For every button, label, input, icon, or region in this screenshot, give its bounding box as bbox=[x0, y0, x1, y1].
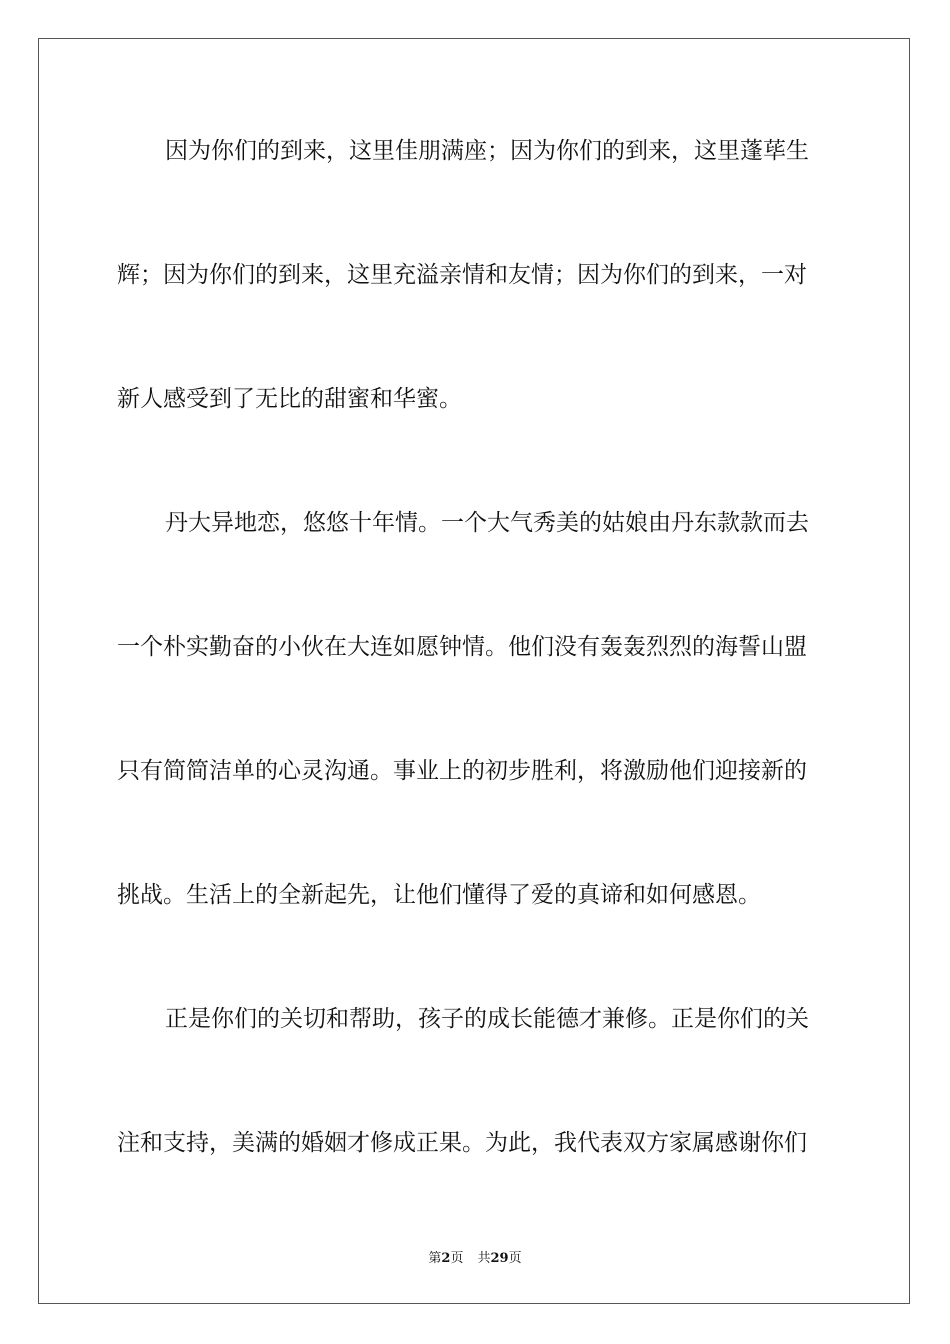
paragraph-3-line-1: 正是你们的关切和帮助，孩子的成长能德才兼修。正是你们的关 bbox=[165, 1006, 809, 1032]
page-frame bbox=[38, 38, 910, 1304]
paragraph-3-line-2: 注和支持，美满的婚姻才修成正果。为此，我代表双方家属感谢你们 bbox=[117, 1130, 807, 1156]
footer-total-pages: 29 bbox=[490, 1251, 509, 1266]
footer-page-number: 2 bbox=[441, 1251, 451, 1266]
paragraph-1-line-2: 辉；因为你们的到来，这里充溢亲情和友情；因为你们的到来，一对 bbox=[117, 262, 807, 288]
paragraph-2-line-1: 丹大异地恋，悠悠十年情。一个大气秀美的姑娘由丹东款款而去 bbox=[165, 510, 809, 536]
paragraph-1-line-1: 因为你们的到来，这里佳朋满座；因为你们的到来，这里蓬荜生 bbox=[165, 138, 809, 164]
paragraph-2-line-3: 只有简简洁单的心灵沟通。事业上的初步胜利，将激励他们迎接新的 bbox=[117, 758, 807, 784]
paragraph-1-line-3: 新人感受到了无比的甜蜜和华蜜。 bbox=[117, 386, 462, 412]
paragraph-2-line-4: 挑战。生活上的全新起先，让他们懂得了爱的真谛和如何感恩。 bbox=[117, 882, 761, 908]
footer-total-prefix: 共 bbox=[477, 1251, 491, 1266]
footer-total-suffix: 页 bbox=[508, 1251, 522, 1266]
paragraph-2-line-2: 一个朴实勤奋的小伙在大连如愿钟情。他们没有轰轰烈烈的海誓山盟 bbox=[117, 634, 807, 660]
footer-page-prefix: 第 bbox=[428, 1251, 442, 1266]
footer-page-suffix: 页 bbox=[450, 1251, 464, 1266]
page-footer bbox=[0, 1247, 950, 1266]
